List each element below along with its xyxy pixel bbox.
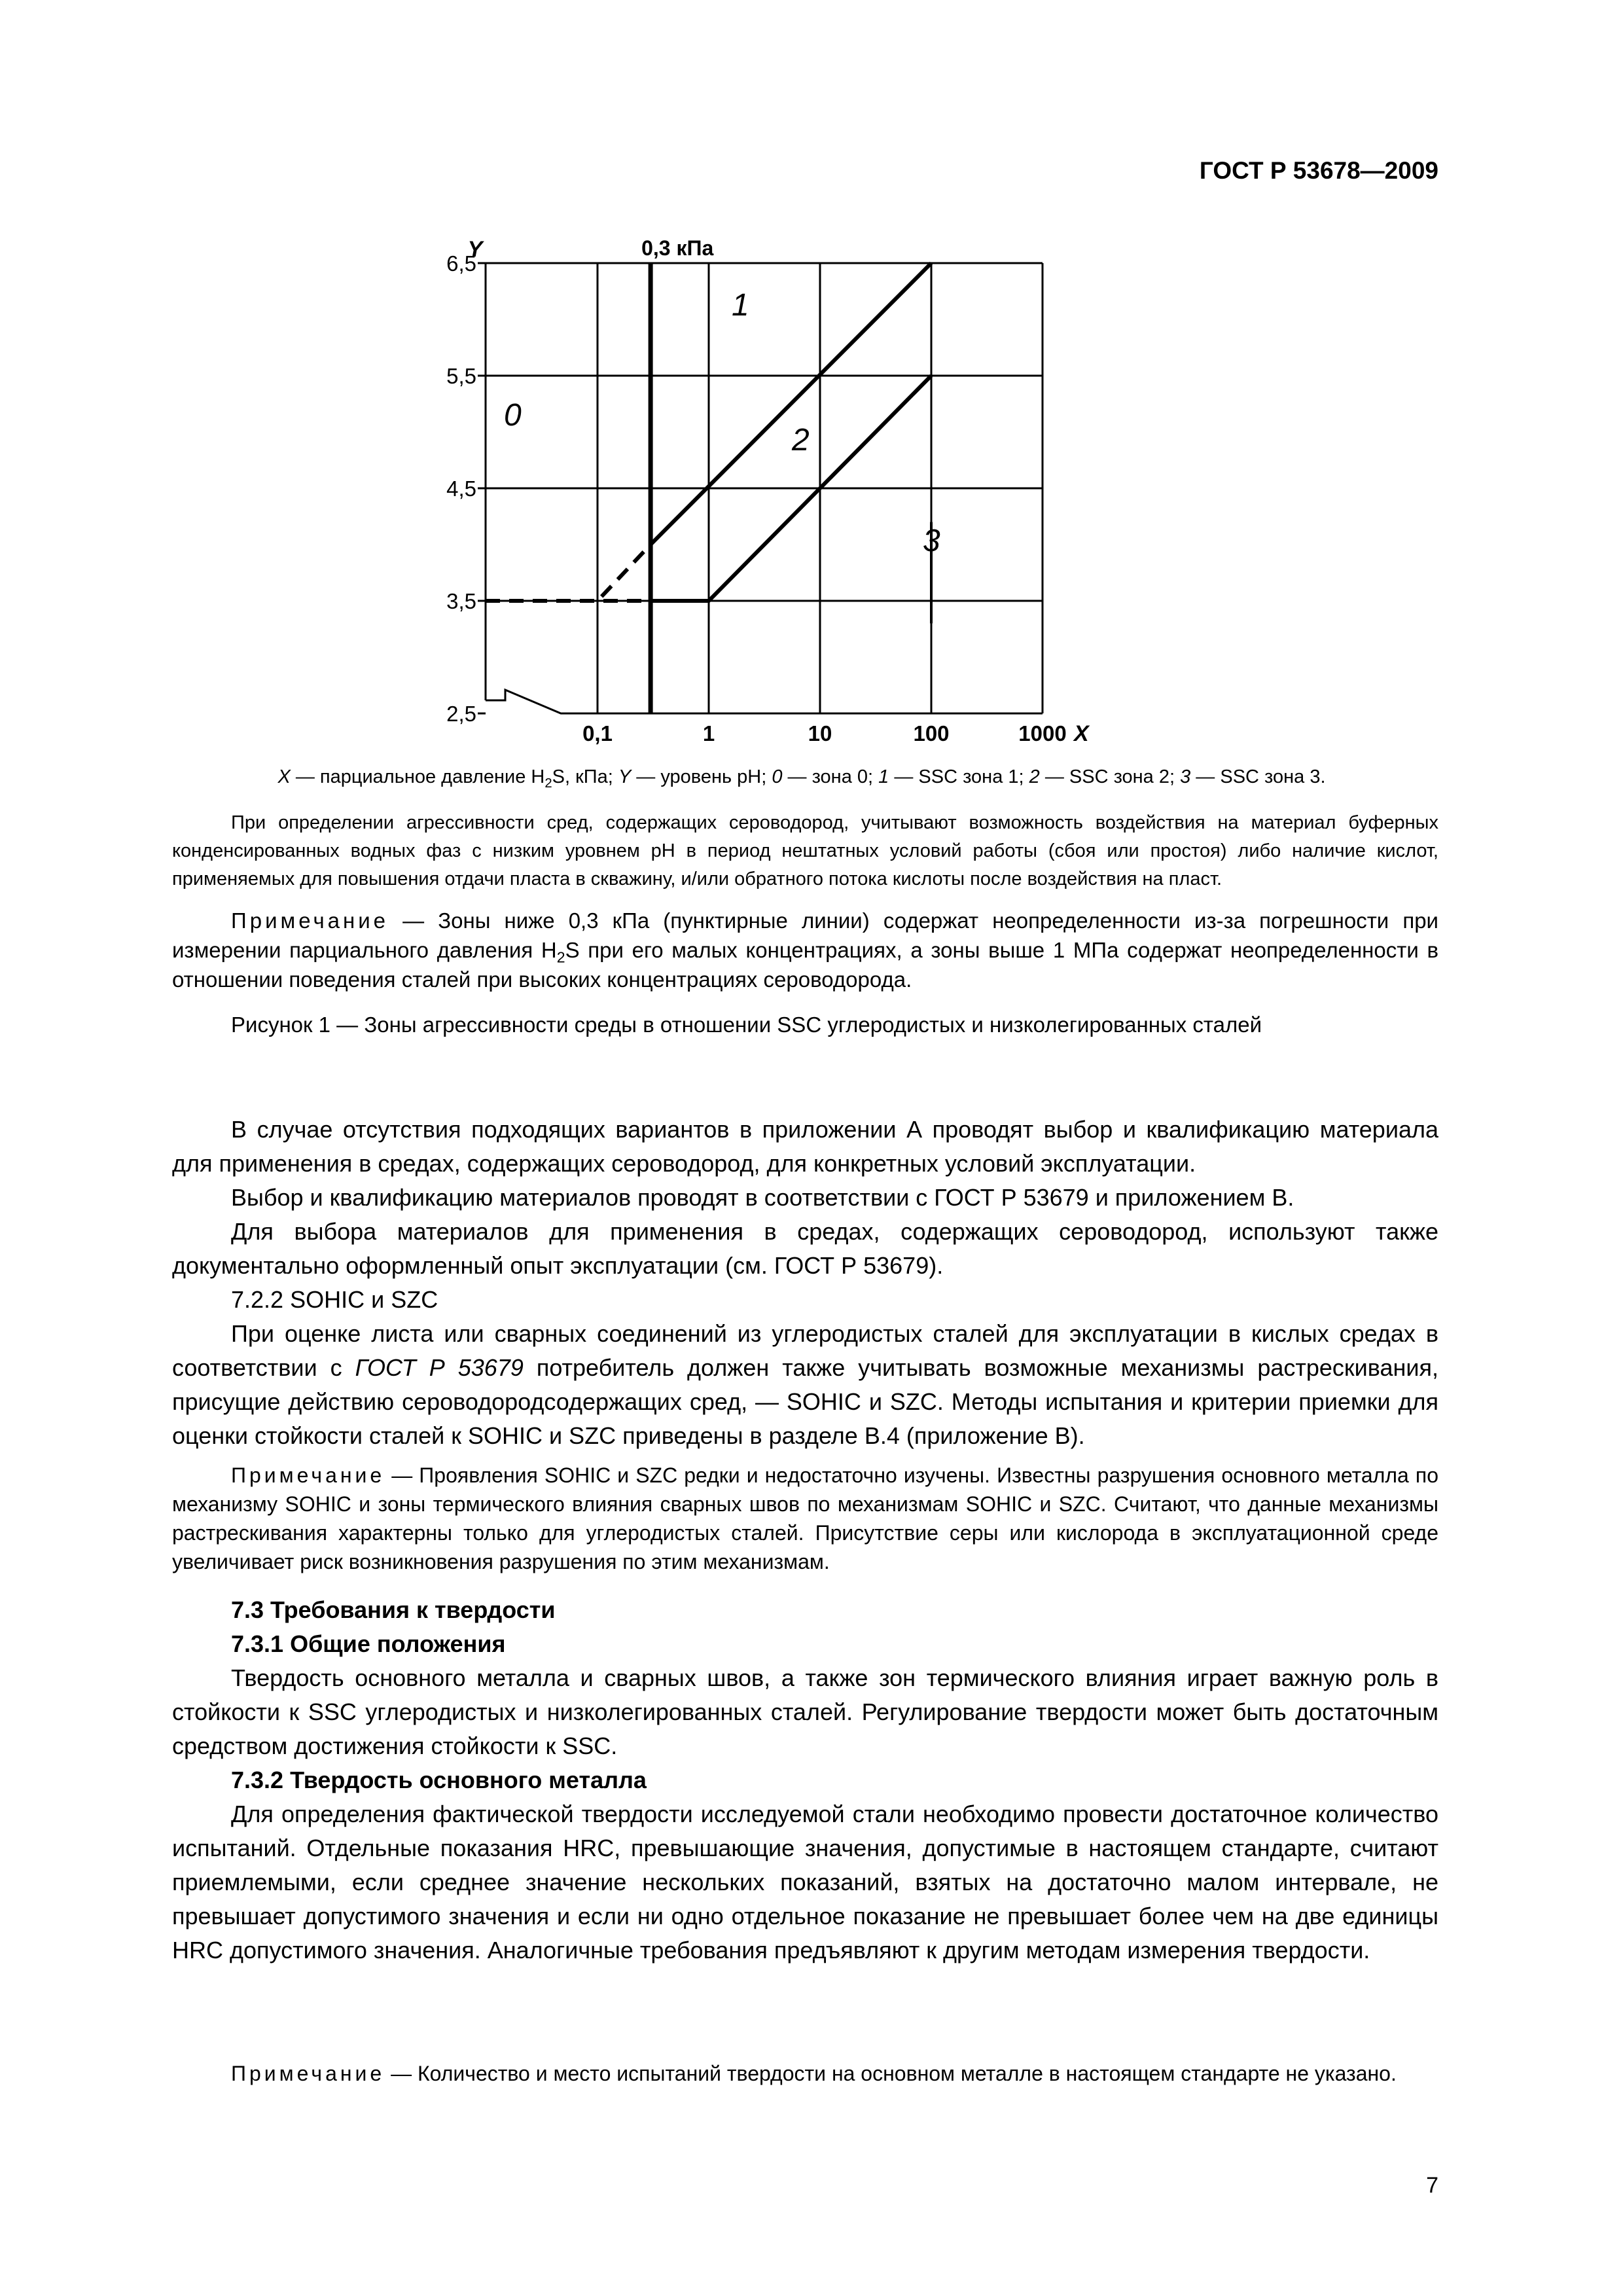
note-sohic-text: — Проявления SOHIC и SZC редки и недостаточно изучены. Известны разрушения основного металла по механизму SOHIC и зоны термического влияния сварных швов по механизмам SOHIC и SZC. Считают, что данные механизмы растрескивания характерны только для углеродистых сталей. Присутствие серы или кислорода в эксплуатационной среде увеличивает риск возникновения разрушения по этим механизмам. (172, 1463, 1438, 1573)
legend-zone0-symbol: 0 (772, 766, 783, 787)
series-boundary-0-1-solid (651, 263, 931, 545)
paragraph-2: Выбор и квалификацию материалов проводят в соответствии с ГОСТ Р 53679 и приложением В. (231, 1184, 1294, 1211)
legend-zone1-symbol: 1 (878, 766, 889, 787)
y-tick-label-2: 4,5 (446, 476, 476, 501)
chart-grid (486, 263, 1043, 713)
y-tick-label-3: 5,5 (446, 364, 476, 388)
paragraph-5-text-1: При оценке листа или сварных соединений из углеродистых сталей для эксплуатации в кислых средах в соответствии с (172, 1320, 1438, 1381)
x-axis-label: X (1074, 721, 1089, 746)
legend-zone3-text: — SSC зона 3. (1190, 766, 1326, 787)
x-axis-with-break (486, 690, 1043, 713)
subsection-722-title: 7.2.2 SOHIC и SZC (231, 1286, 438, 1313)
paragraph-1: В случае отсутствия подходящих вариантов в приложении А проводят выбор и квалификацию материала для применения в средах, содержащих сероводород, для конкретных условий эксплуатации. (172, 1116, 1438, 1177)
legend-x-text-2: S, кПа; (552, 766, 618, 787)
body-section-73 (172, 1593, 1438, 1967)
figure-explanation: При определении агрессивности сред, содержащих сероводород, учитывают возможность воздействия на материал буферных конденсированных водных фаз с низким уровнем pH в период нештатных условий работы (сбоя или простоя) либо наличие кислот, применяемых для повышения отдачи пласта в скважину, и/или обратного потока кислоты после воздействия на пласт. (172, 812, 1438, 889)
figure-legend (164, 764, 1440, 789)
paragraph-5 (172, 1317, 1438, 1453)
note-hardness-label: Примечание (231, 2062, 385, 2085)
note-sohic (172, 1461, 1438, 1576)
paragraph-5-reference: ГОСТ Р 53679 (355, 1354, 524, 1381)
zone-label-2: 2 (792, 423, 810, 457)
zone-label-1: 1 (732, 288, 749, 323)
legend-y-symbol: Y (618, 766, 632, 787)
figure-note (172, 906, 1438, 994)
note-hardness (172, 2059, 1438, 2088)
x-tick-label-2: 10 (808, 721, 832, 745)
figure-note-text-1: — Зоны ниже 0,3 кПа (пунктирные линии) содержат неопределенности из-за погрешности при измерении парциального давления H (172, 908, 1438, 962)
ph-zone-chart (0, 0, 1623, 759)
figure-title: Рисунок 1 — Зоны агрессивности среды в отношении SSC углеродистых и низколегированных сталей (231, 1013, 1262, 1037)
legend-zone0-text: — зона 0; (782, 766, 879, 787)
zone-label-3: 3 (923, 524, 940, 558)
legend-zone2-text: — SSC зона 2; (1039, 766, 1181, 787)
legend-zone2-symbol: 2 (1029, 766, 1040, 787)
y-tick-label-1: 3,5 (446, 589, 476, 613)
figure-note-text-2: S при его малых концентрациях, а зоны выше 1 МПа содержат неопределенности в отношении поведения сталей при высоких концентрациях сероводорода. (172, 938, 1438, 992)
paragraph-base-metal-hardness: Для определения фактической твердости исследуемой стали необходимо провести достаточное количество испытаний. Отдельные показания HRC, превышающие значения, допустимые в настоящем стандарте, считают приемлемыми, если среднее значение нескольких показаний, взятых на достаточно малом интервале, не превышает допустимого значения и если ни одно отдельное показание не превышает более чем на две единицы HRC допустимого значения. Аналогичные требования предъявляют к другим методам измерения твердости. (172, 1801, 1438, 1964)
section-73-heading: 7.3 Требования к твердости (231, 1596, 556, 1623)
y-tick-label-4: 6,5 (446, 251, 476, 276)
figure-note-subscript: 2 (556, 948, 565, 966)
zone-label-0: 0 (504, 398, 522, 433)
section-732-heading: 7.3.2 Твердость основного металла (231, 1767, 647, 1793)
vertical-line-label: 0,3 кПа (641, 236, 714, 260)
legend-zone1-text: — SSC зона 1; (889, 766, 1029, 787)
section-731-heading: 7.3.1 Общие положения (231, 1630, 506, 1657)
paragraph-5-text-2: потребитель должен также учитывать возможные механизмы растрескивания, присущие действию сероводородсодержащих сред, — SOHIC и SZC. Методы испытания и критерии приемки для оценки стойкости сталей к SOHIC и SZC приведены в разделе В.4 (приложение В). (172, 1354, 1439, 1449)
x-tick-label-1: 1 (702, 721, 715, 745)
paragraph-hardness-general: Твердость основного металла и сварных швов, а также зон термического влияния играет важную роль в стойкости к SSC углеродистых и низколегированных сталей. Регулирование твердости может быть достаточным средством достижения стойкости к SSC. (172, 1664, 1438, 1759)
legend-zone3-symbol: 3 (1180, 766, 1191, 787)
x-tick-label-4: 1000 (1018, 721, 1067, 745)
chart-labels (446, 236, 1090, 746)
x-tick-label-0: 0,1 (582, 721, 613, 745)
note-hardness-text: — Количество и место испытаний твердости на основном металле в настоящем стандарте не указано. (385, 2062, 1397, 2085)
legend-x-text: — парциальное давление H (290, 766, 545, 787)
note-sohic-label: Примечание (231, 1463, 385, 1487)
page-number: 7 (1426, 2173, 1438, 2198)
y-tick-label-0: 2,5 (446, 702, 476, 726)
legend-x-symbol: X (277, 766, 291, 787)
figure-note-label: Примечание (231, 908, 389, 933)
x-tick-label-3: 100 (913, 721, 950, 745)
body-section-72 (172, 1113, 1438, 1453)
y-axis-label: Y (467, 237, 483, 262)
legend-h2s-subscript: 2 (544, 776, 552, 791)
paragraph-3: Для выбора материалов для применения в средах, содержащих сероводород, используют также документально оформленный опыт эксплуатации (см. ГОСТ Р 53679). (172, 1218, 1438, 1279)
legend-y-text: — уровень pH; (631, 766, 772, 787)
series-boundary-0-1-dashed (486, 545, 651, 601)
document-code: ГОСТ Р 53678—2009 (1199, 157, 1438, 184)
